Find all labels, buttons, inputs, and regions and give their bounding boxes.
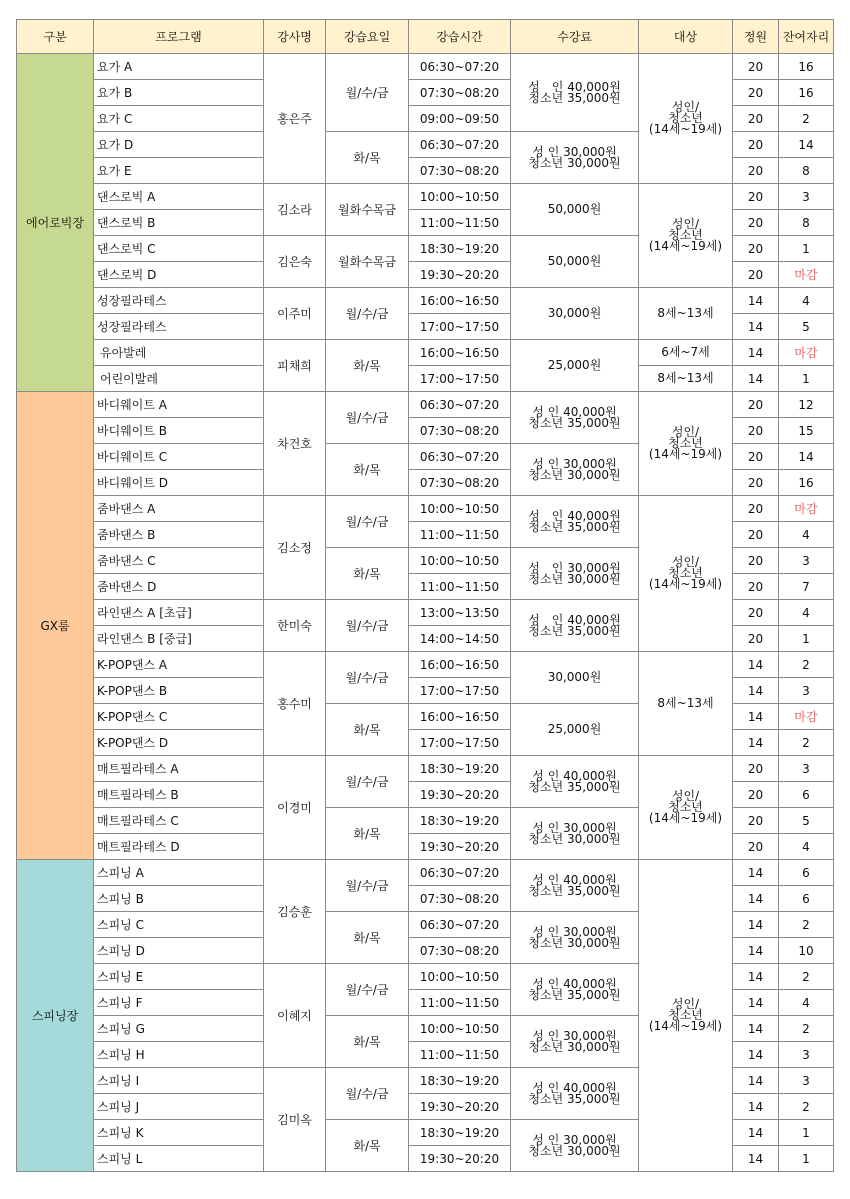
target-audience: 성인/ 청소년 (14세~19세) — [639, 392, 733, 496]
class-time: 10:00~10:50 — [409, 964, 511, 990]
capacity: 20 — [733, 782, 779, 808]
table-row — [17, 184, 834, 210]
remaining-seats: 8 — [779, 210, 834, 236]
class-time: 06:30~07:20 — [409, 444, 511, 470]
header-fee: 수강료 — [511, 20, 639, 54]
instructor-name: 김소라 — [264, 184, 326, 236]
class-time: 19:30~20:20 — [409, 782, 511, 808]
remaining-seats: 4 — [779, 600, 834, 626]
target-audience: 성인/ 청소년 (14세~19세) — [639, 54, 733, 184]
remaining-seats: 7 — [779, 574, 834, 600]
table-body — [17, 54, 834, 1172]
remaining-seats: 1 — [779, 626, 834, 652]
class-days: 화/목 — [326, 1120, 409, 1172]
capacity: 14 — [733, 1146, 779, 1172]
remaining-seats: 4 — [779, 522, 834, 548]
class-time: 16:00~16:50 — [409, 288, 511, 314]
capacity: 14 — [733, 1068, 779, 1094]
class-days: 월/수/금 — [326, 964, 409, 1016]
program-name: K-POP댄스 A — [94, 652, 264, 678]
capacity: 20 — [733, 236, 779, 262]
table-row — [17, 652, 834, 678]
capacity: 14 — [733, 938, 779, 964]
class-time: 11:00~11:50 — [409, 1042, 511, 1068]
program-name: 요가 B — [94, 80, 264, 106]
program-name: 매트필라테스 D — [94, 834, 264, 860]
capacity: 14 — [733, 964, 779, 990]
program-name: K-POP댄스 D — [94, 730, 264, 756]
program-name: 줌바댄스 D — [94, 574, 264, 600]
remaining-seats: 16 — [779, 470, 834, 496]
class-days: 월화수목금 — [326, 236, 409, 288]
class-time: 18:30~19:20 — [409, 808, 511, 834]
program-name: 스피닝 J — [94, 1094, 264, 1120]
header-capacity: 정원 — [733, 20, 779, 54]
program-name: 스피닝 L — [94, 1146, 264, 1172]
class-days: 월화수목금 — [326, 184, 409, 236]
tuition-fee: 성 인 40,000원 청소년 35,000원 — [511, 756, 639, 808]
capacity: 14 — [733, 288, 779, 314]
class-time: 11:00~11:50 — [409, 990, 511, 1016]
remaining-seats: 6 — [779, 886, 834, 912]
remaining-seats: 1 — [779, 236, 834, 262]
tuition-fee: 성 인 30,000원 청소년 30,000원 — [511, 1120, 639, 1172]
tuition-fee: 성 인 30,000원 청소년 30,000원 — [511, 1016, 639, 1068]
remaining-seats: 2 — [779, 652, 834, 678]
tuition-fee: 성 인 40,000원 청소년 35,000원 — [511, 392, 639, 444]
capacity: 20 — [733, 418, 779, 444]
header-category: 구분 — [17, 20, 94, 54]
program-name: K-POP댄스 C — [94, 704, 264, 730]
capacity: 14 — [733, 1120, 779, 1146]
remaining-seats: 4 — [779, 990, 834, 1016]
capacity: 14 — [733, 314, 779, 340]
tuition-fee: 성 인 40,000원 청소년 35,000원 — [511, 496, 639, 548]
class-time: 17:00~17:50 — [409, 730, 511, 756]
instructor-name: 홍수미 — [264, 652, 326, 756]
remaining-seats: 2 — [779, 1094, 834, 1120]
capacity: 20 — [733, 548, 779, 574]
tuition-fee: 30,000원 — [511, 652, 639, 704]
capacity: 14 — [733, 730, 779, 756]
class-time: 10:00~10:50 — [409, 184, 511, 210]
remaining-seats: 1 — [779, 366, 834, 392]
capacity: 14 — [733, 1094, 779, 1120]
program-name: 바디웨이트 C — [94, 444, 264, 470]
instructor-name: 피채희 — [264, 340, 326, 392]
tuition-fee: 성 인 30,000원 청소년 30,000원 — [511, 444, 639, 496]
tuition-fee: 50,000원 — [511, 236, 639, 288]
instructor-name: 김은숙 — [264, 236, 326, 288]
class-time: 06:30~07:20 — [409, 132, 511, 158]
capacity: 20 — [733, 444, 779, 470]
remaining-seats: 3 — [779, 678, 834, 704]
remaining-seats: 4 — [779, 288, 834, 314]
class-time: 18:30~19:20 — [409, 1068, 511, 1094]
remaining-seats-closed: 마감 — [779, 262, 834, 288]
tuition-fee: 성 인 40,000원 청소년 35,000원 — [511, 964, 639, 1016]
class-time: 16:00~16:50 — [409, 704, 511, 730]
header-time: 강습시간 — [409, 20, 511, 54]
remaining-seats: 16 — [779, 80, 834, 106]
target-audience: 성인/ 청소년 (14세~19세) — [639, 860, 733, 1172]
tuition-fee: 성 인 40,000원 청소년 35,000원 — [511, 600, 639, 652]
table-row — [17, 756, 834, 782]
remaining-seats: 12 — [779, 392, 834, 418]
instructor-name: 이주미 — [264, 288, 326, 340]
category-cell: GX룸 — [17, 392, 94, 860]
tuition-fee: 성 인 30,000원 청소년 30,000원 — [511, 912, 639, 964]
table-row — [17, 860, 834, 886]
remaining-seats: 3 — [779, 1042, 834, 1068]
tuition-fee: 25,000원 — [511, 340, 639, 392]
header-target: 대상 — [639, 20, 733, 54]
capacity: 14 — [733, 912, 779, 938]
program-name: 성장필라테스 — [94, 314, 264, 340]
remaining-seats: 4 — [779, 834, 834, 860]
class-days: 월/수/금 — [326, 756, 409, 808]
table-row — [17, 496, 834, 522]
remaining-seats: 15 — [779, 418, 834, 444]
class-days: 월/수/금 — [326, 600, 409, 652]
remaining-seats: 8 — [779, 158, 834, 184]
capacity: 20 — [733, 54, 779, 80]
tuition-fee: 성 인 40,000원 청소년 35,000원 — [511, 860, 639, 912]
class-time: 06:30~07:20 — [409, 54, 511, 80]
capacity: 14 — [733, 1042, 779, 1068]
program-name: 라인댄스 A [초급] — [94, 600, 264, 626]
target-audience: 성인/ 청소년 (14세~19세) — [639, 184, 733, 288]
remaining-seats: 3 — [779, 756, 834, 782]
remaining-seats: 2 — [779, 912, 834, 938]
program-name: 바디웨이트 D — [94, 470, 264, 496]
remaining-seats: 14 — [779, 132, 834, 158]
class-days: 화/목 — [326, 912, 409, 964]
program-name: 매트필라테스 B — [94, 782, 264, 808]
class-days: 월/수/금 — [326, 496, 409, 548]
class-time: 10:00~10:50 — [409, 1016, 511, 1042]
program-name: 줌바댄스 A — [94, 496, 264, 522]
program-name: 스피닝 C — [94, 912, 264, 938]
class-time: 17:00~17:50 — [409, 678, 511, 704]
remaining-seats: 6 — [779, 860, 834, 886]
capacity: 20 — [733, 392, 779, 418]
program-name: 어린이발레 — [94, 366, 264, 392]
class-time: 07:30~08:20 — [409, 80, 511, 106]
capacity: 14 — [733, 704, 779, 730]
remaining-seats: 5 — [779, 808, 834, 834]
class-days: 월/수/금 — [326, 652, 409, 704]
instructor-name: 홍은주 — [264, 54, 326, 184]
remaining-seats: 3 — [779, 1068, 834, 1094]
capacity: 20 — [733, 496, 779, 522]
capacity: 20 — [733, 158, 779, 184]
class-time: 16:00~16:50 — [409, 340, 511, 366]
class-time: 07:30~08:20 — [409, 158, 511, 184]
program-name: 스피닝 F — [94, 990, 264, 1016]
program-name: 유아발레 — [94, 340, 264, 366]
tuition-fee: 성 인 40,000원 청소년 35,000원 — [511, 1068, 639, 1120]
capacity: 20 — [733, 756, 779, 782]
header-days: 강습요일 — [326, 20, 409, 54]
tuition-fee: 50,000원 — [511, 184, 639, 236]
program-name: 요가 E — [94, 158, 264, 184]
remaining-seats: 14 — [779, 444, 834, 470]
tuition-fee: 성 인 30,000원 청소년 30,000원 — [511, 548, 639, 600]
program-name: 매트필라테스 A — [94, 756, 264, 782]
class-time: 10:00~10:50 — [409, 496, 511, 522]
class-time: 18:30~19:20 — [409, 236, 511, 262]
instructor-name: 차건호 — [264, 392, 326, 496]
program-name: 스피닝 A — [94, 860, 264, 886]
class-time: 10:00~10:50 — [409, 548, 511, 574]
remaining-seats: 1 — [779, 1146, 834, 1172]
class-time: 07:30~08:20 — [409, 470, 511, 496]
program-name: 댄스로빅 A — [94, 184, 264, 210]
remaining-seats: 1 — [779, 1120, 834, 1146]
class-days: 화/목 — [326, 132, 409, 184]
program-name: 댄스로빅 B — [94, 210, 264, 236]
capacity: 14 — [733, 340, 779, 366]
header-instructor: 강사명 — [264, 20, 326, 54]
class-days: 화/목 — [326, 548, 409, 600]
remaining-seats: 3 — [779, 184, 834, 210]
class-days: 화/목 — [326, 1016, 409, 1068]
remaining-seats-closed: 마감 — [779, 704, 834, 730]
program-name: 스피닝 H — [94, 1042, 264, 1068]
capacity: 20 — [733, 574, 779, 600]
class-time: 11:00~11:50 — [409, 522, 511, 548]
program-name: 요가 D — [94, 132, 264, 158]
header-program: 프로그램 — [94, 20, 264, 54]
program-name: 매트필라테스 C — [94, 808, 264, 834]
program-name: 스피닝 D — [94, 938, 264, 964]
remaining-seats: 2 — [779, 1016, 834, 1042]
target-audience: 6세~7세 — [639, 340, 733, 366]
class-time: 18:30~19:20 — [409, 756, 511, 782]
program-name: K-POP댄스 B — [94, 678, 264, 704]
program-name: 줌바댄스 C — [94, 548, 264, 574]
capacity: 20 — [733, 470, 779, 496]
class-time: 09:00~09:50 — [409, 106, 511, 132]
capacity: 14 — [733, 886, 779, 912]
class-time: 07:30~08:20 — [409, 886, 511, 912]
program-name: 스피닝 I — [94, 1068, 264, 1094]
table-row — [17, 54, 834, 80]
program-name: 스피닝 G — [94, 1016, 264, 1042]
instructor-name: 한미숙 — [264, 600, 326, 652]
class-days: 월/수/금 — [326, 54, 409, 132]
class-days: 화/목 — [326, 340, 409, 392]
capacity: 20 — [733, 132, 779, 158]
class-days: 화/목 — [326, 704, 409, 756]
capacity: 20 — [733, 600, 779, 626]
class-time: 07:30~08:20 — [409, 938, 511, 964]
class-time: 17:00~17:50 — [409, 366, 511, 392]
class-time: 11:00~11:50 — [409, 574, 511, 600]
class-days: 화/목 — [326, 808, 409, 860]
capacity: 20 — [733, 522, 779, 548]
remaining-seats: 3 — [779, 548, 834, 574]
capacity: 14 — [733, 678, 779, 704]
program-name: 성장필라테스 — [94, 288, 264, 314]
class-time: 11:00~11:50 — [409, 210, 511, 236]
instructor-name: 이경미 — [264, 756, 326, 860]
program-name: 댄스로빅 C — [94, 236, 264, 262]
class-time: 07:30~08:20 — [409, 418, 511, 444]
instructor-name: 김미옥 — [264, 1068, 326, 1172]
target-audience: 성인/ 청소년 (14세~19세) — [639, 756, 733, 860]
remaining-seats: 5 — [779, 314, 834, 340]
instructor-name: 김승훈 — [264, 860, 326, 964]
capacity: 14 — [733, 860, 779, 886]
class-time: 14:00~14:50 — [409, 626, 511, 652]
capacity: 20 — [733, 262, 779, 288]
header-row — [17, 20, 834, 54]
instructor-name: 김소정 — [264, 496, 326, 600]
target-audience: 성인/ 청소년 (14세~19세) — [639, 496, 733, 652]
category-cell: 에어로빅장 — [17, 54, 94, 392]
remaining-seats: 2 — [779, 730, 834, 756]
program-schedule-table — [16, 19, 834, 1172]
remaining-seats: 16 — [779, 54, 834, 80]
program-name: 요가 A — [94, 54, 264, 80]
class-time: 16:00~16:50 — [409, 652, 511, 678]
class-time: 19:30~20:20 — [409, 1094, 511, 1120]
category-cell: 스피닝장 — [17, 860, 94, 1172]
class-days: 화/목 — [326, 444, 409, 496]
target-audience: 8세~13세 — [639, 366, 733, 392]
tuition-fee: 성 인 30,000원 청소년 30,000원 — [511, 132, 639, 184]
class-time: 06:30~07:20 — [409, 860, 511, 886]
class-time: 19:30~20:20 — [409, 834, 511, 860]
class-days: 월/수/금 — [326, 860, 409, 912]
program-name: 댄스로빅 D — [94, 262, 264, 288]
class-time: 19:30~20:20 — [409, 262, 511, 288]
target-audience: 8세~13세 — [639, 288, 733, 340]
tuition-fee: 성 인 30,000원 청소년 30,000원 — [511, 808, 639, 860]
capacity: 20 — [733, 80, 779, 106]
program-name: 스피닝 E — [94, 964, 264, 990]
program-name: 바디웨이트 A — [94, 392, 264, 418]
table-row — [17, 392, 834, 418]
capacity: 14 — [733, 1016, 779, 1042]
capacity: 14 — [733, 652, 779, 678]
remaining-seats-closed: 마감 — [779, 340, 834, 366]
class-days: 월/수/금 — [326, 288, 409, 340]
class-time: 06:30~07:20 — [409, 912, 511, 938]
class-time: 19:30~20:20 — [409, 1146, 511, 1172]
tuition-fee: 성 인 40,000원 청소년 35,000원 — [511, 54, 639, 132]
capacity: 20 — [733, 184, 779, 210]
capacity: 20 — [733, 106, 779, 132]
capacity: 20 — [733, 808, 779, 834]
table-row — [17, 340, 834, 366]
instructor-name: 이혜지 — [264, 964, 326, 1068]
remaining-seats-closed: 마감 — [779, 496, 834, 522]
remaining-seats: 10 — [779, 938, 834, 964]
class-time: 18:30~19:20 — [409, 1120, 511, 1146]
capacity: 20 — [733, 834, 779, 860]
target-audience: 8세~13세 — [639, 652, 733, 756]
program-name: 스피닝 K — [94, 1120, 264, 1146]
remaining-seats: 2 — [779, 106, 834, 132]
tuition-fee: 25,000원 — [511, 704, 639, 756]
capacity: 20 — [733, 626, 779, 652]
tuition-fee: 30,000원 — [511, 288, 639, 340]
program-name: 요가 C — [94, 106, 264, 132]
remaining-seats: 6 — [779, 782, 834, 808]
class-time: 06:30~07:20 — [409, 392, 511, 418]
capacity: 14 — [733, 366, 779, 392]
capacity: 14 — [733, 990, 779, 1016]
class-days: 월/수/금 — [326, 392, 409, 444]
program-name: 줌바댄스 B — [94, 522, 264, 548]
class-time: 17:00~17:50 — [409, 314, 511, 340]
header-remaining: 잔여자리 — [779, 20, 834, 54]
program-name: 라인댄스 B [중급] — [94, 626, 264, 652]
program-name: 바디웨이트 B — [94, 418, 264, 444]
program-name: 스피닝 B — [94, 886, 264, 912]
class-days: 월/수/금 — [326, 1068, 409, 1120]
table-row — [17, 366, 834, 392]
capacity: 20 — [733, 210, 779, 236]
remaining-seats: 2 — [779, 964, 834, 990]
table-row — [17, 288, 834, 314]
class-time: 13:00~13:50 — [409, 600, 511, 626]
